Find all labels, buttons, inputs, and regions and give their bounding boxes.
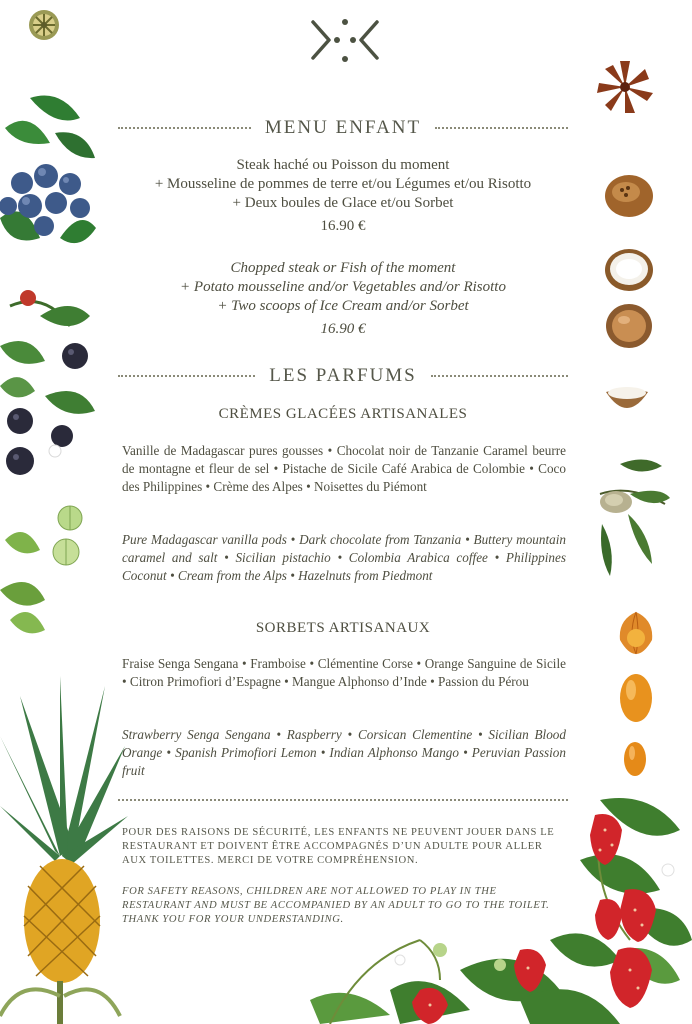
dotted-divider [118, 127, 251, 129]
star-anise-icon [594, 58, 656, 116]
flavours-header [118, 365, 568, 387]
ice-cream-list-french: Vanille de Madagascar pures gousses • Chocolat noir de Tanzanie Caramel beurre de montagne et fleur de sel • Pistache de Sicile Café Arabica de Colombie • Coco des Philippines • Crème des Alpes • Noisettes du Piémont [122, 443, 566, 494]
coconut-half-icon [604, 248, 654, 292]
dotted-divider [435, 127, 568, 129]
almond-branch-icon [590, 454, 670, 578]
mango-icon [622, 740, 648, 778]
menu-line: + Two scoops of Ice Cream and/or Sorbet [217, 298, 469, 314]
menu-line: + Potato mousseline and/or Vegetables and/or Risotto [180, 279, 506, 295]
mango-icon [618, 672, 654, 724]
menu-line: + Deux boules de Glace et/ou Sorbet [232, 195, 454, 211]
kids-menu-french [118, 156, 568, 236]
gooseberry-icon [0, 500, 98, 640]
menu-line: Steak haché ou Poisson du moment [236, 157, 450, 173]
flavours-title: LES PARFUMS [269, 365, 417, 386]
dotted-divider [118, 799, 568, 801]
dotted-divider [431, 375, 568, 377]
blueberry-icon [0, 88, 98, 252]
hazelnut-icon [604, 302, 654, 350]
safety-notice-french: POUR DES RAISONS DE SÉCURITÉ, LES ENFANTS NE PEUVENT JOUER DANS LE RESTAURANT ET DOIVENT ÊTRE ACCOMPAGNÉS D’UN ADULTE POUR ALLER AUX TOILETTES. MERCI DE VOTRE COMPRÉHENSION. [122, 827, 555, 866]
sorbet-list-english: Strawberry Senga Sengana • Raspberry • Corsican Clementine • Sicilian Blood Orange • Spanish Primofiori Lemon • Indian Alphonso Mango • Peruvian Passion fruit [122, 727, 566, 778]
sorbet-heading: SORBETS ARTISANAUX [255, 620, 431, 636]
kids-menu-title: MENU ENFANT [264, 117, 422, 138]
arrows-dots-logo-icon [309, 18, 381, 68]
menu-price: 16.90 € [320, 321, 366, 337]
coconut-half-icon [604, 384, 650, 414]
kids-menu-header [118, 117, 568, 139]
safety-notice-english: FOR SAFETY REASONS, CHILDREN ARE NOT ALLOWED TO PLAY IN THE RESTAURANT AND MUST BE ACCOMPANIED BY AN ADULT TO GO TO THE TOILET. THANK YOU FOR YOUR UNDERSTANDING. [122, 886, 550, 925]
menu-line: + Mousseline de pommes de terre et/ou Légumes et/ou Risotto [154, 176, 532, 192]
fruit-slice-icon [26, 8, 62, 42]
menu-line: Chopped steak or Fish of the moment [230, 260, 456, 276]
blackberry-icon [0, 286, 98, 486]
physalis-icon [614, 610, 658, 656]
ice-cream-list-english: Pure Madagascar vanilla pods • Dark chocolate from Tanzania • Buttery mountain caramel and salt • Sicilian pistachio • Colombia Arabica coffee • Philippines Coconut • Cream from the Alps • Hazelnuts from Piedmont [122, 532, 566, 583]
pineapple-icon [0, 676, 130, 1024]
ice-cream-heading: CRÈMES GLACÉES ARTISANALES [218, 406, 468, 422]
dotted-divider [118, 375, 255, 377]
menu-price: 16.90 € [320, 218, 366, 234]
coconut-icon [604, 174, 654, 218]
sorbet-list-french: Fraise Senga Sengana • Framboise • Clémentine Corse • Orange Sanguine de Sicile • Citron Primofiori d’Espagne • Mangue Alphonso d’Inde • Passion du Pérou [122, 656, 566, 689]
kids-menu-english [118, 259, 568, 339]
